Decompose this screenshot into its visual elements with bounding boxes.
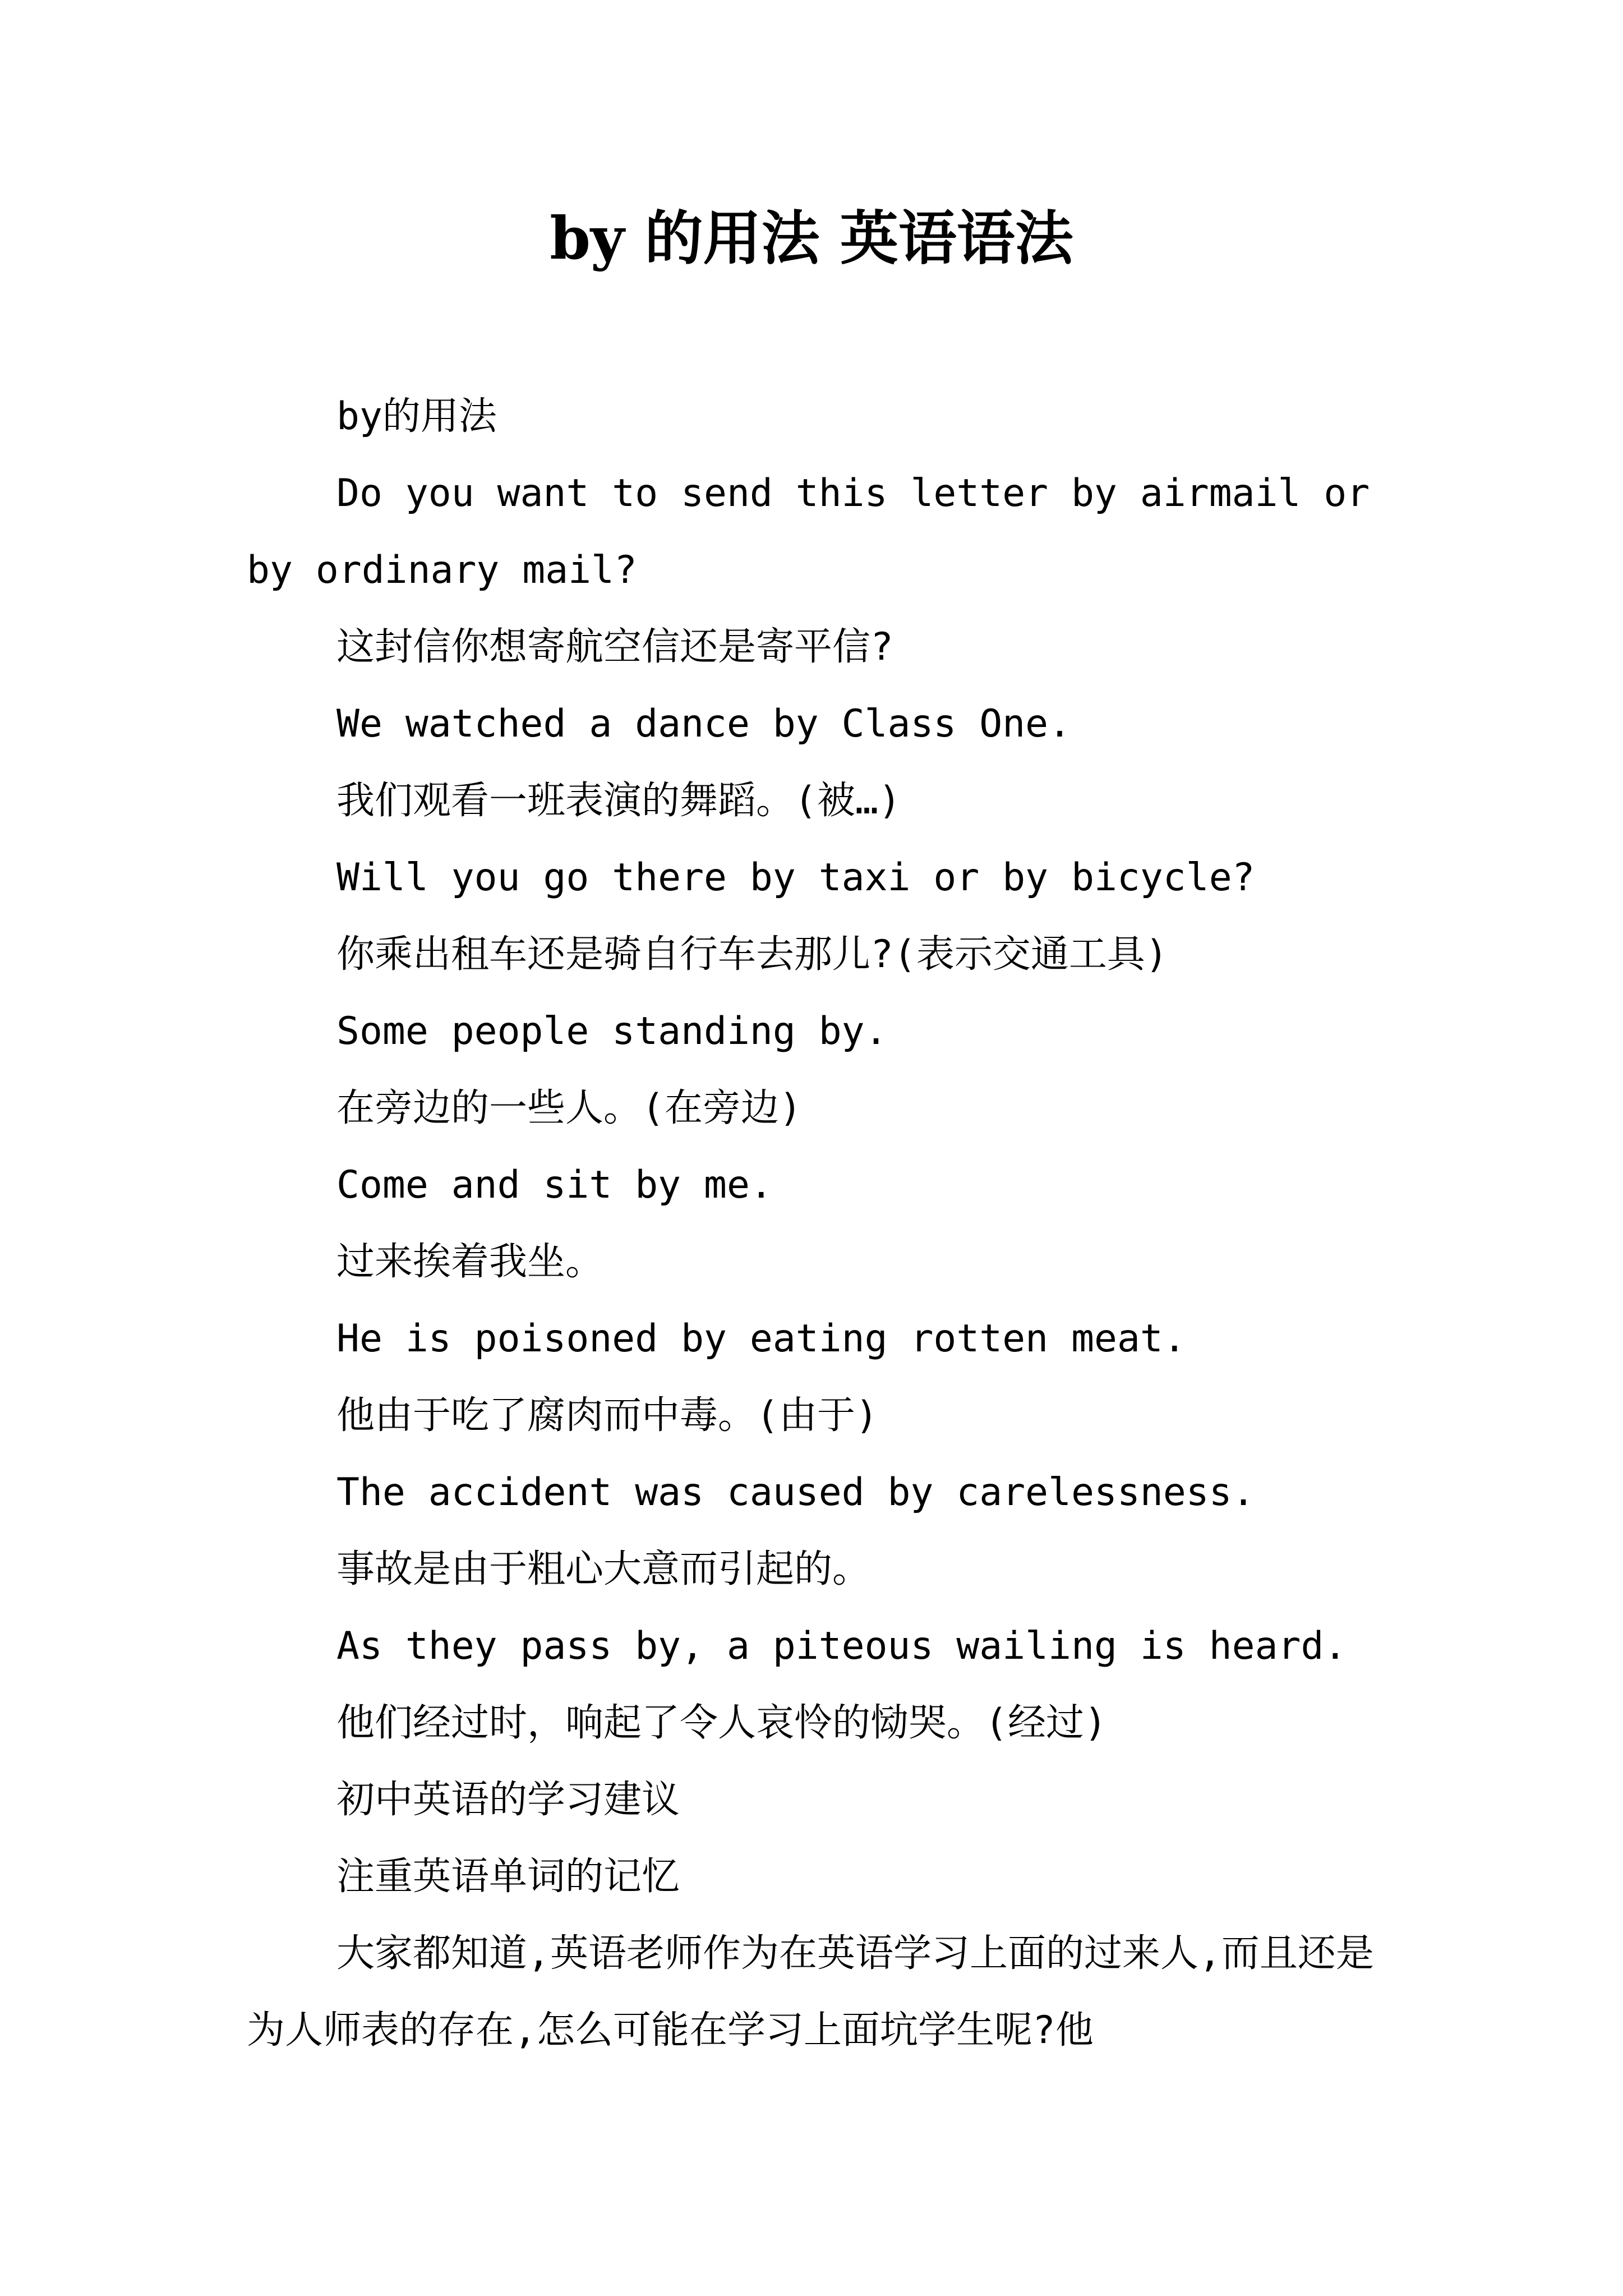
paragraph: 我们观看一班表演的舞蹈。(被…) <box>336 779 901 823</box>
paragraph: Some people standing by. <box>336 1009 888 1053</box>
paragraph-heading-by-usage: by的用法 <box>336 394 497 439</box>
paragraph: 在旁边的一些人。(在旁边) <box>336 1086 802 1130</box>
paragraph: 大家都知道,英语老师作为在英语学习上面的过来人,而且还是为人师表的存在,怎么可能在学习上面坑学生呢?他 <box>247 1931 1374 2053</box>
document-title: by 的用法 英语语法 <box>550 204 1073 273</box>
paragraph: 这封信你想寄航空信还是寄平信? <box>336 625 893 669</box>
paragraph: 你乘出租车还是骑自行车去那儿?(表示交通工具) <box>336 932 1168 977</box>
paragraph: Will you go there by taxi or by bicycle? <box>336 855 1255 900</box>
section-heading: 初中英语的学习建议 <box>336 1778 680 1822</box>
document-body <box>247 378 1385 2069</box>
paragraph: 他们经过时，响起了令人哀怜的恸哭。(经过) <box>336 1701 1107 1745</box>
paragraph: The accident was caused by carelessness. <box>336 1470 1255 1515</box>
paragraph: Come and sit by me. <box>336 1163 773 1207</box>
paragraph: He is poisoned by eating rotten meat. <box>336 1317 1186 1361</box>
paragraph: As they pass by, a piteous wailing is heard. <box>336 1624 1347 1668</box>
paragraph: Do you want to send this letter by airmail or by ordinary mail? <box>247 471 1370 592</box>
paragraph: 他由于吃了腐肉而中毒。(由于) <box>336 1393 878 1438</box>
paragraph: We watched a dance by Class One. <box>336 702 1072 746</box>
paragraph: 过来挨着我坐。 <box>336 1240 604 1284</box>
paragraph: 事故是由于粗心大意而引起的。 <box>336 1547 871 1591</box>
section-subheading: 注重英语单词的记忆 <box>336 1855 680 1899</box>
